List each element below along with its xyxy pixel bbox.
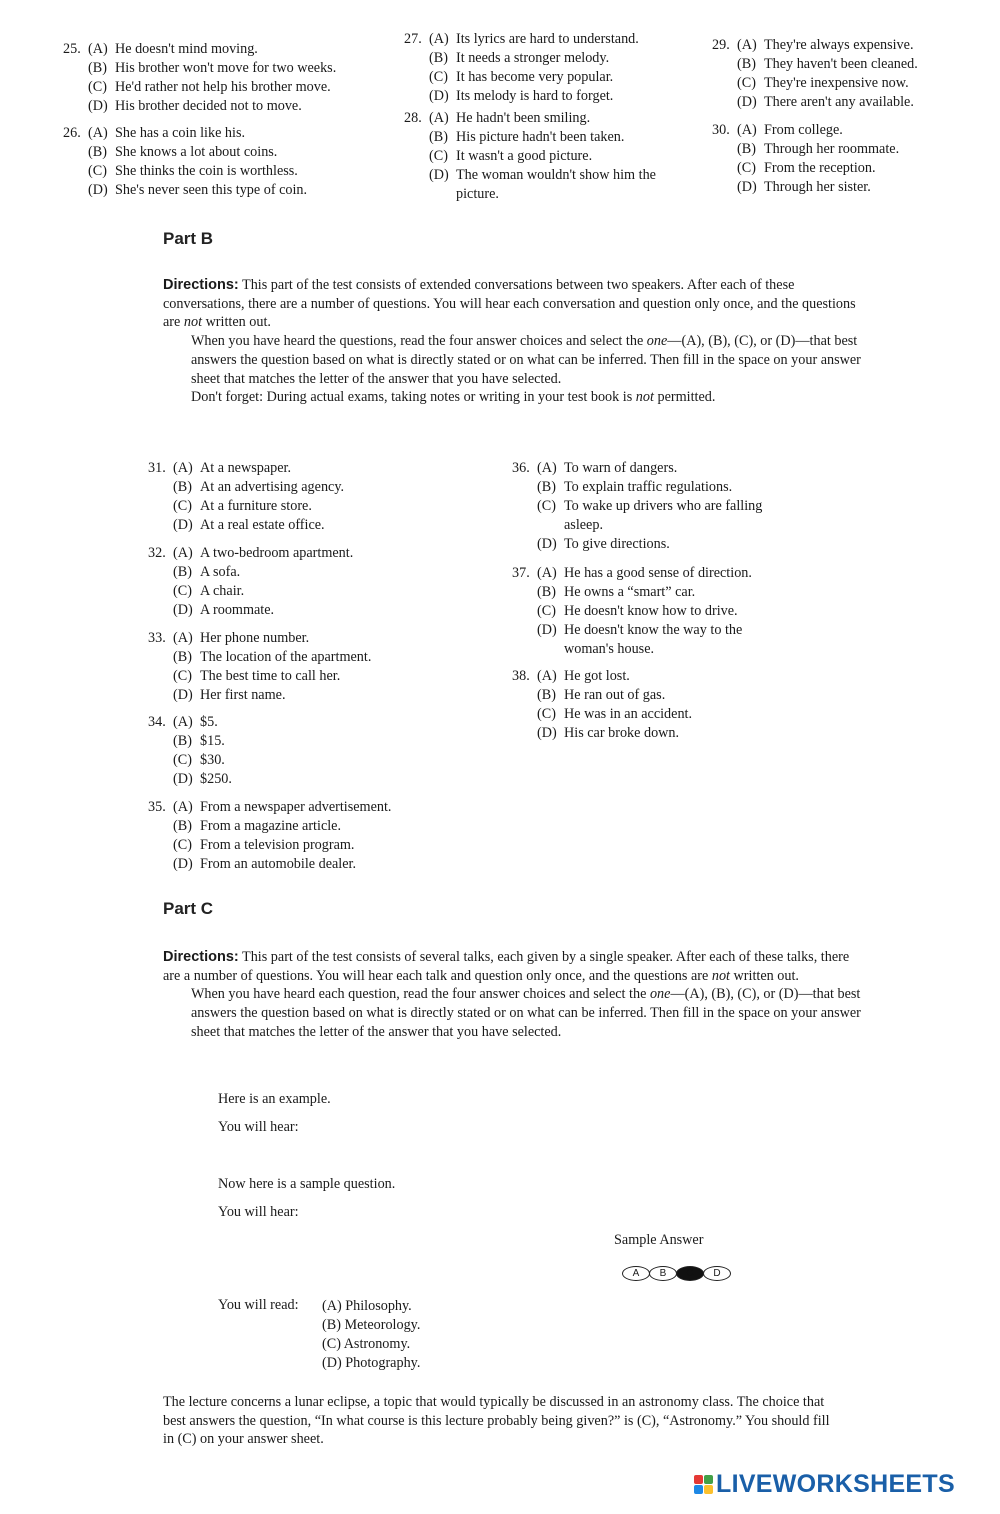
question-number (148, 516, 173, 535)
answer-choice (148, 629, 371, 648)
choice-letter: (C) (537, 498, 556, 514)
choice-letter: (B) (173, 818, 192, 834)
answer-choice (148, 713, 232, 732)
choice-text: $15. (200, 733, 225, 749)
question-number: 29. (712, 37, 730, 53)
sample-answer-label: Sample Answer (614, 1232, 704, 1248)
answer-choice (148, 516, 344, 535)
answer-choice (512, 564, 752, 583)
choice-letter: (B) (322, 1317, 341, 1333)
answer-choice (512, 621, 752, 640)
choice-letter: (B) (88, 144, 107, 160)
choice-letter: (D) (537, 622, 557, 638)
part-b-directions (163, 276, 863, 407)
choice-letter: (B) (737, 56, 756, 72)
read-choice (322, 1297, 420, 1316)
choice-letter: (A) (537, 460, 557, 476)
choice-letter: (D) (737, 94, 757, 110)
question-26 (63, 124, 307, 200)
question-number (63, 97, 88, 116)
choice-letter: (C) (173, 583, 192, 599)
choice-text: At a newspaper. (200, 460, 292, 476)
choice-text: From an automobile dealer. (200, 856, 357, 872)
part-c-directions (163, 948, 863, 1042)
question-number (148, 478, 173, 497)
question-number (148, 601, 173, 620)
part-c-heading: Part C (163, 899, 214, 918)
answer-choice (63, 181, 307, 200)
choice-letter: (C) (537, 603, 556, 619)
choice-letter: (D) (737, 179, 757, 195)
choice-text: Meteorology. (344, 1317, 421, 1333)
choice-text: He doesn't mind moving. (115, 41, 258, 57)
answer-bubble-d: D (703, 1266, 731, 1281)
choice-text: To warn of dangers. (564, 460, 678, 476)
question-number: 31. (148, 460, 166, 476)
logo-square (704, 1485, 713, 1494)
choice-text: Her first name. (200, 687, 286, 703)
choice-text: Philosophy. (345, 1298, 412, 1314)
answer-choice (712, 36, 918, 55)
question-number (148, 836, 173, 855)
choice-letter: (D) (88, 98, 108, 114)
question-33 (148, 629, 371, 705)
choice-text-continuation: asleep. (564, 517, 603, 533)
choice-letter: (D) (88, 182, 108, 198)
answer-choice (512, 478, 762, 497)
answer-choice (148, 686, 371, 705)
choice-text: Her phone number. (200, 630, 310, 646)
question-29 (712, 36, 918, 112)
choice-letter: (A) (429, 31, 449, 47)
choice-text: She knows a lot about coins. (115, 144, 278, 160)
answer-choice (404, 109, 656, 128)
choice-letter: (C) (88, 79, 107, 95)
question-number (512, 602, 537, 621)
answer-choice (148, 855, 391, 874)
choice-letter: (A) (737, 122, 757, 138)
choice-text: A two-bedroom apartment. (200, 545, 354, 561)
choice-text: She has a coin like his. (115, 125, 246, 141)
question-number (148, 855, 173, 874)
question-number: 34. (148, 714, 166, 730)
choice-letter: (B) (429, 129, 448, 145)
answer-bubble-a: A (622, 1266, 650, 1281)
question-number (63, 59, 88, 78)
choice-text: He got lost. (564, 668, 630, 684)
choice-letter: (B) (429, 50, 448, 66)
question-number (512, 497, 537, 516)
answer-choice (148, 667, 371, 686)
choice-letter: (D) (173, 856, 193, 872)
question-27 (404, 30, 639, 106)
answer-choice (148, 836, 391, 855)
answer-choice (63, 59, 336, 78)
choice-text: The woman wouldn't show him the (456, 167, 656, 183)
choice-text: He has a good sense of direction. (564, 565, 752, 581)
question-31 (148, 459, 344, 535)
question-number (148, 817, 173, 836)
choice-text: Through her sister. (764, 179, 871, 195)
question-number (148, 686, 173, 705)
question-number: 35. (148, 799, 166, 815)
choice-text: She's never seen this type of coin. (115, 182, 308, 198)
choice-letter: (C) (88, 163, 107, 179)
choice-text: He doesn't know how to drive. (564, 603, 738, 619)
choice-text: His brother decided not to move. (115, 98, 302, 114)
choice-text: Astronomy. (343, 1336, 411, 1352)
question-number (63, 181, 88, 200)
question-number (512, 621, 537, 640)
choice-letter: (B) (173, 479, 192, 495)
choice-letter: (A) (88, 125, 108, 141)
directions-label: Directions: (163, 949, 239, 965)
choice-letter: (A) (88, 41, 108, 57)
choice-text: From a television program. (200, 837, 355, 853)
directions-label: Directions: (163, 277, 239, 293)
sample-question-intro: Now here is a sample question. (218, 1176, 396, 1192)
part-b-directions-p1: Directions: This part of the test consists of extended conversations between two speakers. After each of these conversations, there are a number of questions. You will hear each conversation and question only once, and the questions are not written out. (163, 277, 856, 331)
answer-choice (148, 648, 371, 667)
question-number (148, 648, 173, 667)
question-number (712, 55, 737, 74)
choice-letter: (D) (429, 88, 449, 104)
question-number: 26. (63, 125, 81, 141)
question-number (148, 770, 173, 789)
choice-text-continuation: picture. (456, 186, 499, 202)
answer-choice (148, 544, 353, 563)
logo-square (694, 1485, 703, 1494)
choice-text: $30. (200, 752, 225, 768)
answer-choice (404, 147, 656, 166)
answer-choice (148, 770, 232, 789)
question-number (63, 162, 88, 181)
choice-letter: (B) (537, 584, 556, 600)
choice-letter: (C) (737, 160, 756, 176)
question-number (148, 497, 173, 516)
choice-letter: (A) (322, 1298, 342, 1314)
question-number (712, 159, 737, 178)
choice-text: From a newspaper advertisement. (200, 799, 392, 815)
question-number (404, 147, 429, 166)
choice-letter: (D) (173, 517, 193, 533)
answer-choice (512, 686, 692, 705)
answer-choice (148, 601, 353, 620)
choice-text: Its melody is hard to forget. (456, 88, 614, 104)
question-number (712, 93, 737, 112)
question-number (512, 724, 537, 743)
question-number (512, 705, 537, 724)
choice-text: He hadn't been smiling. (456, 110, 591, 126)
choice-text: To give directions. (564, 536, 670, 552)
answer-choice (712, 140, 899, 159)
question-28 (404, 109, 656, 204)
answer-choice (404, 87, 639, 106)
choice-text: At a real estate office. (200, 517, 325, 533)
answer-choice (148, 732, 232, 751)
choice-text: His car broke down. (564, 725, 680, 741)
choice-letter: (C) (173, 498, 192, 514)
choice-letter: (B) (173, 649, 192, 665)
choice-letter: (A) (537, 668, 557, 684)
question-number (148, 582, 173, 601)
answer-choice (404, 128, 656, 147)
answer-choice (512, 459, 762, 478)
choice-letter: (B) (173, 733, 192, 749)
you-will-hear-label: You will hear: (218, 1119, 299, 1135)
choice-text: $250. (200, 771, 232, 787)
answer-choice (512, 497, 762, 516)
choice-text: At a furniture store. (200, 498, 312, 514)
question-number (404, 128, 429, 147)
choice-text: $5. (200, 714, 218, 730)
part-c-directions-p2: When you have heard each question, read the four answer choices and select the one—(A), (B), (C), or (D)—that best answers the question based on what is directly stated or on what can be inferred. Then fill in the space on your answer sheet that matches the letter of the answer that you have selected. (191, 986, 861, 1040)
choice-letter: (A) (173, 630, 193, 646)
choice-letter: (C) (322, 1336, 341, 1352)
answer-choice (404, 30, 639, 49)
answer-bubble-b: B (649, 1266, 677, 1281)
choice-letter: (A) (429, 110, 449, 126)
choice-letter: (C) (173, 668, 192, 684)
choice-text: Its lyrics are hard to understand. (456, 31, 639, 47)
question-number: 32. (148, 545, 166, 561)
choice-text: It has become very popular. (456, 69, 614, 85)
choice-text: A roommate. (200, 602, 275, 618)
answer-choice (512, 583, 752, 602)
choice-text: They're always expensive. (764, 37, 914, 53)
choice-letter: (C) (173, 752, 192, 768)
question-number: 30. (712, 122, 730, 138)
logo-wordmark: LIVEWORKSHEETS (716, 1470, 955, 1498)
choice-letter: (D) (173, 771, 193, 787)
answer-choice (712, 93, 918, 112)
read-choices (322, 1297, 420, 1373)
logo-square (704, 1475, 713, 1484)
read-choice (322, 1335, 420, 1354)
choice-text: From a magazine article. (200, 818, 342, 834)
question-number: 38. (512, 668, 530, 684)
question-36 (512, 459, 762, 554)
choice-letter: (B) (537, 479, 556, 495)
choice-letter: (D) (173, 602, 193, 618)
logo-mark-icon (694, 1475, 713, 1494)
question-number: 37. (512, 565, 530, 581)
answer-choice (63, 162, 307, 181)
answer-choice (712, 74, 918, 93)
choice-text: At an advertising agency. (200, 479, 345, 495)
answer-choice (63, 40, 336, 59)
question-number (63, 78, 88, 97)
answer-choice (712, 159, 899, 178)
choice-text: A chair. (200, 583, 245, 599)
choice-letter: (A) (173, 460, 193, 476)
question-number (512, 535, 537, 554)
question-number: 25. (63, 41, 81, 57)
choice-text: From college. (764, 122, 843, 138)
question-number (148, 563, 173, 582)
answer-choice (512, 705, 692, 724)
question-number (404, 166, 429, 185)
choice-letter: (A) (537, 565, 557, 581)
choice-letter: (B) (173, 564, 192, 580)
choice-text: To explain traffic regulations. (564, 479, 733, 495)
choice-letter: (A) (737, 37, 757, 53)
part-b-directions-p2: When you have heard the questions, read the four answer choices and select the one—(A), (B), (C), or (D)—that best answers the question based on what is directly stated or on what can be inferred. Then fill in the space on your answer sheet that matches the letter of the answer that you have selected. (191, 333, 861, 387)
question-number (712, 178, 737, 197)
question-number (512, 686, 537, 705)
choice-letter: (C) (537, 706, 556, 722)
answer-choice (148, 478, 344, 497)
question-number (63, 143, 88, 162)
part-c-directions-p1: Directions: This part of the test consists of several talks, each given by a single speaker. After each of these talks, there are a number of questions. You will hear each talk and question only once, and the questions are not written out. (163, 949, 850, 984)
question-number (712, 74, 737, 93)
choice-letter: (C) (737, 75, 756, 91)
question-37 (512, 564, 752, 659)
question-34 (148, 713, 232, 789)
choice-text-continuation: woman's house. (564, 641, 655, 657)
choice-letter: (D) (429, 167, 449, 183)
question-32 (148, 544, 353, 620)
question-25 (63, 40, 336, 116)
read-choice (322, 1354, 420, 1373)
answer-choice (712, 55, 918, 74)
choice-text: The location of the apartment. (200, 649, 372, 665)
choice-text: His brother won't move for two weeks. (115, 60, 337, 76)
answer-choice (63, 143, 307, 162)
you-will-hear-label-2: You will hear: (218, 1204, 299, 1220)
choice-letter: (A) (173, 714, 193, 730)
question-number (148, 667, 173, 686)
example-intro: Here is an example. (218, 1091, 331, 1107)
choice-text: There aren't any available. (764, 94, 914, 110)
choice-text: She thinks the coin is worthless. (115, 163, 298, 179)
answer-choice (712, 121, 899, 140)
choice-text: To wake up drivers who are falling (564, 498, 763, 514)
choice-letter: (B) (537, 687, 556, 703)
choice-text: A sofa. (200, 564, 241, 580)
choice-letter: (B) (88, 60, 107, 76)
answer-choice (148, 563, 353, 582)
sample-answer-bubbles (622, 1266, 730, 1281)
answer-choice (148, 459, 344, 478)
choice-letter: (A) (173, 545, 193, 561)
choice-text: Through her roommate. (764, 141, 900, 157)
answer-choice (148, 817, 391, 836)
read-choice (322, 1316, 420, 1335)
liveworksheets-logo (694, 1470, 955, 1499)
question-number (712, 140, 737, 159)
choice-text: The best time to call her. (200, 668, 341, 684)
choice-text: His picture hadn't been taken. (456, 129, 625, 145)
answer-bubble-c: C (676, 1266, 704, 1281)
choice-text: He owns a “smart” car. (564, 584, 696, 600)
answer-choice (512, 535, 762, 554)
answer-choice (404, 166, 656, 185)
explanation-paragraph: The lecture concerns a lunar eclipse, a topic that would typically be discussed in an astronomy class. The choice that best answers the question, “In what course is this lecture probably being given?” is (C), “Astronomy.” You should fill in (C) on your answer sheet. (163, 1394, 830, 1448)
question-number (404, 68, 429, 87)
choice-letter: (C) (173, 837, 192, 853)
answer-choice (63, 124, 307, 143)
answer-choice (712, 178, 899, 197)
question-number: 28. (404, 110, 422, 126)
choice-text: They're inexpensive now. (764, 75, 909, 91)
question-38 (512, 667, 692, 743)
choice-text: It wasn't a good picture. (456, 148, 593, 164)
question-number (148, 751, 173, 770)
answer-choice (404, 68, 639, 87)
question-number (148, 732, 173, 751)
answer-choice (148, 497, 344, 516)
answer-choice (63, 97, 336, 116)
question-number (404, 49, 429, 68)
question-number (404, 87, 429, 106)
choice-letter: (D) (537, 536, 557, 552)
question-number (512, 478, 537, 497)
choice-text: He ran out of gas. (564, 687, 666, 703)
choice-text: It needs a stronger melody. (456, 50, 610, 66)
you-will-read-label: You will read: (218, 1297, 299, 1313)
question-number: 36. (512, 460, 530, 476)
choice-text: They haven't been cleaned. (764, 56, 918, 72)
question-30 (712, 121, 899, 197)
question-number: 27. (404, 31, 422, 47)
answer-choice (512, 724, 692, 743)
answer-choice (404, 49, 639, 68)
answer-choice (512, 602, 752, 621)
part-b-heading: Part B (163, 229, 214, 248)
choice-text: He doesn't know the way to the (564, 622, 743, 638)
choice-text: Photography. (345, 1355, 421, 1371)
question-35 (148, 798, 391, 874)
choice-letter: (C) (429, 148, 448, 164)
answer-choice (512, 667, 692, 686)
choice-letter: (C) (429, 69, 448, 85)
choice-text: He'd rather not help his brother move. (115, 79, 331, 95)
part-b-directions-p3: Don't forget: During actual exams, taking notes or writing in your test book is not permitted. (191, 389, 716, 406)
logo-square (694, 1475, 703, 1484)
answer-choice (148, 751, 232, 770)
choice-text: He was in an accident. (564, 706, 693, 722)
question-number: 33. (148, 630, 166, 646)
choice-letter: (B) (737, 141, 756, 157)
answer-choice (148, 798, 391, 817)
answer-choice (148, 582, 353, 601)
answer-choice (63, 78, 336, 97)
choice-letter: (D) (173, 687, 193, 703)
choice-letter: (A) (173, 799, 193, 815)
choice-letter: (D) (537, 725, 557, 741)
choice-text: From the reception. (764, 160, 876, 176)
question-number (512, 583, 537, 602)
choice-letter: (D) (322, 1355, 342, 1371)
